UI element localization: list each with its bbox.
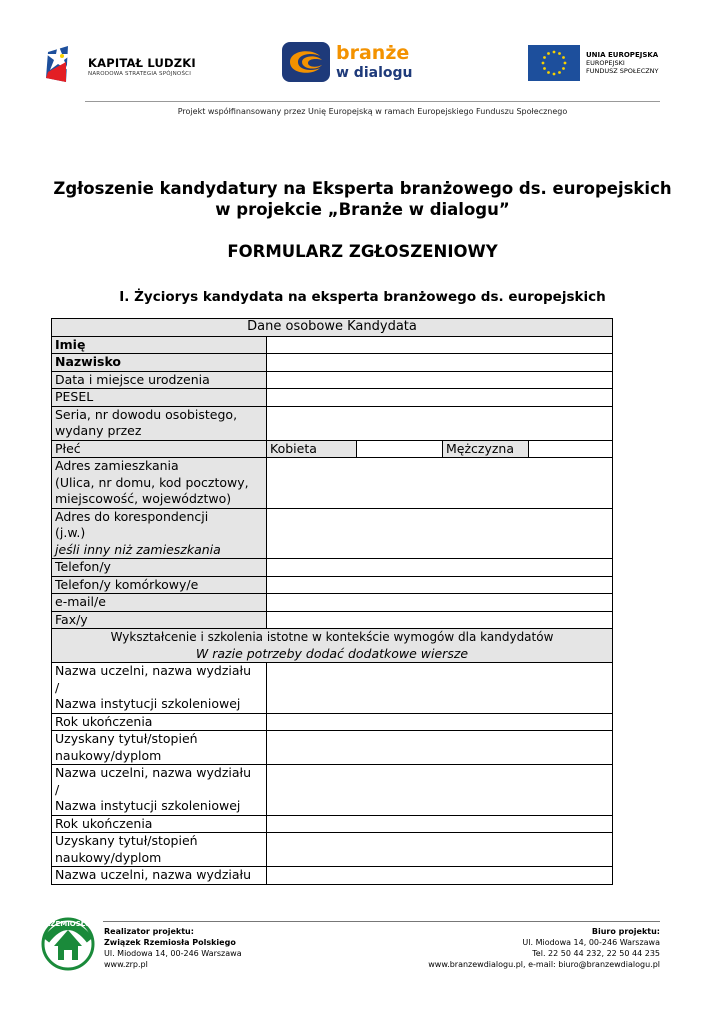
field-tytul[interactable] [267, 833, 613, 867]
biuro-web: www.branzewdialogu.pl, e-mail: biuro@branzewdialogu.pl [428, 960, 660, 969]
biuro-label: Biuro projektu: [591, 927, 660, 936]
table-row [52, 406, 613, 440]
label-korespondencja [52, 508, 267, 559]
label-tytul [52, 833, 267, 867]
label-tytul-line2: naukowy/dyplom [55, 747, 162, 763]
field-uczelnia[interactable] [267, 765, 613, 816]
label-komorka: Telefon/y komórkowy/e [52, 576, 267, 594]
option-mezczyzna: Mężczyzna [443, 440, 529, 458]
footer-divider [103, 921, 660, 922]
label-kores-line2: (j.w.) [55, 525, 86, 540]
label-adres-line1: Adres zamieszkania [55, 458, 179, 473]
label-uczelnia-line3: Nazwa instytucji szkoleniowej [55, 696, 241, 711]
field-rok[interactable] [267, 713, 613, 731]
field-uczelnia[interactable] [267, 867, 613, 885]
education-header-title: Wykształcenie i szkolenia istotne w kontekście wymogów dla kandydatów [110, 630, 554, 644]
label-rok: Rok ukończenia [52, 713, 267, 731]
eu-text [586, 51, 659, 75]
field-tytul[interactable] [267, 731, 613, 765]
biuro-address: Ul. Miodowa 14, 00-246 Warszawa [522, 938, 660, 947]
label-kores-line3: jeśli inny niż zamieszkania [55, 541, 221, 557]
section-title: I. Życiorys kandydata na eksperta branżowego ds. europejskich [119, 289, 606, 305]
field-komorka[interactable] [267, 576, 613, 594]
field-email[interactable] [267, 594, 613, 612]
table-row [52, 867, 613, 885]
table-row [52, 594, 613, 612]
doc-title-line1: Zgłoszenie kandydatury na Eksperta branżowego ds. europejskich [53, 179, 672, 198]
table-row [52, 440, 613, 458]
label-data-miejsce: Data i miejsce urodzenia [52, 371, 267, 389]
label-dowod-line2: wydany przez [55, 423, 142, 438]
table-row [52, 559, 613, 577]
label-pesel: PESEL [52, 389, 267, 407]
doc-title [40, 178, 685, 220]
application-form-table [51, 318, 613, 885]
branze-logo [282, 42, 422, 84]
doc-title-line2: w projekcie „Branże w dialogu” [215, 200, 510, 219]
personal-header: Dane osobowe Kandydata [52, 319, 613, 337]
label-fax: Fax/y [52, 611, 267, 629]
field-fax[interactable] [267, 611, 613, 629]
label-tytul-line2: naukowy/dyplom [55, 849, 162, 865]
rzemioslo-emblem-icon [40, 912, 96, 972]
field-dowod[interactable] [267, 406, 613, 440]
label-plec: Płeć [52, 440, 267, 458]
table-row [52, 389, 613, 407]
education-header [52, 629, 613, 663]
table-row [52, 611, 613, 629]
table-row [52, 833, 613, 867]
field-pesel[interactable] [267, 389, 613, 407]
dialogu-word: w dialogu [336, 65, 413, 81]
label-uczelnia-line1: Nazwa uczelni, nazwa wydziału [55, 663, 252, 678]
label-imie: Imię [52, 336, 267, 354]
realizator-name: Związek Rzemiosła Polskiego [104, 938, 236, 947]
label-uczelnia-line3: Nazwa instytucji szkoleniowej [55, 798, 241, 813]
eu-line3: FUNDUSZ SPOŁECZNY [586, 67, 659, 75]
label-tytul [52, 731, 267, 765]
label-nazwisko: Nazwisko [52, 354, 267, 372]
cofinance-note: Projekt współfinansowany przez Unię Europejską w ramach Europejskiego Funduszu Społecznego [177, 107, 568, 116]
label-email: e-mail/e [52, 594, 267, 612]
label-telefon: Telefon/y [52, 559, 267, 577]
biuro-block [400, 926, 660, 970]
table-row [52, 508, 613, 559]
field-kobieta[interactable] [357, 440, 443, 458]
table-row [52, 354, 613, 372]
eu-flag-icon [528, 45, 580, 81]
eu-line2: EUROPEJSKI [586, 59, 625, 67]
label-dowod [52, 406, 267, 440]
table-row [52, 629, 613, 663]
table-row [52, 576, 613, 594]
label-adres-line2: (Ulica, nr domu, kod pocztowy, [55, 474, 249, 490]
kapital-ludzki-title: KAPITAŁ LUDZKI [88, 56, 196, 70]
label-uczelnia [52, 663, 267, 714]
label-adres [52, 458, 267, 509]
field-uczelnia[interactable] [267, 663, 613, 714]
field-data-miejsce[interactable] [267, 371, 613, 389]
branze-swirl-icon [282, 42, 330, 82]
kapital-ludzki-logo [44, 42, 204, 86]
kapital-ludzki-subtitle: NARODOWA STRATEGIA SPÓJNOŚCI [88, 71, 192, 77]
realizator-www: www.zrp.pl [104, 960, 148, 969]
label-dowod-line1: Seria, nr dowodu osobistego, [55, 406, 238, 422]
rzemioslo-logo [40, 912, 96, 972]
table-row [52, 458, 613, 509]
branze-word: branże [336, 42, 410, 64]
label-rok: Rok ukończenia [52, 815, 267, 833]
table-row [52, 319, 613, 337]
label-uczelnia-line1: Nazwa uczelni, nazwa wydziału [55, 765, 252, 780]
table-row [52, 731, 613, 765]
eu-line1: UNIA EUROPEJSKA [586, 51, 659, 59]
label-uczelnia-line2: / [55, 781, 60, 797]
field-adres[interactable] [267, 458, 613, 509]
label-adres-line3: miejscowość, województwo) [55, 491, 232, 506]
realizator-block [104, 926, 242, 970]
realizator-address: Ul. Miodowa 14, 00-246 Warszawa [104, 949, 242, 958]
label-tytul-line1: Uzyskany tytuł/stopień [55, 833, 198, 848]
field-mezczyzna[interactable] [529, 440, 613, 458]
table-row [52, 336, 613, 354]
eu-logo [528, 45, 668, 83]
label-uczelnia-line2: / [55, 679, 60, 695]
option-kobieta: Kobieta [267, 440, 357, 458]
realizator-label: Realizator projektu: [104, 927, 194, 936]
table-row [52, 371, 613, 389]
field-imie[interactable] [267, 336, 613, 354]
table-row [52, 663, 613, 714]
label-kores-line1: Adres do korespondencji [55, 508, 209, 524]
rzemioslo-logo-text: RZEMIOSŁO [44, 920, 92, 928]
kapital-ludzki-icon [44, 42, 76, 86]
form-title: FORMULARZ ZGŁOSZENIOWY [227, 242, 498, 261]
field-rok[interactable] [267, 815, 613, 833]
label-tytul-line1: Uzyskany tytuł/stopień [55, 731, 198, 746]
field-korespondencja[interactable] [267, 508, 613, 559]
field-telefon[interactable] [267, 559, 613, 577]
table-row [52, 713, 613, 731]
label-uczelnia: Nazwa uczelni, nazwa wydziału [52, 867, 267, 885]
label-uczelnia [52, 765, 267, 816]
field-nazwisko[interactable] [267, 354, 613, 372]
biuro-phone: Tel. 22 50 44 232, 22 50 44 235 [532, 949, 660, 958]
table-row [52, 815, 613, 833]
table-row [52, 765, 613, 816]
education-header-note: W razie potrzeby dodać dodatkowe wiersze [195, 645, 469, 661]
header-divider [85, 101, 660, 102]
